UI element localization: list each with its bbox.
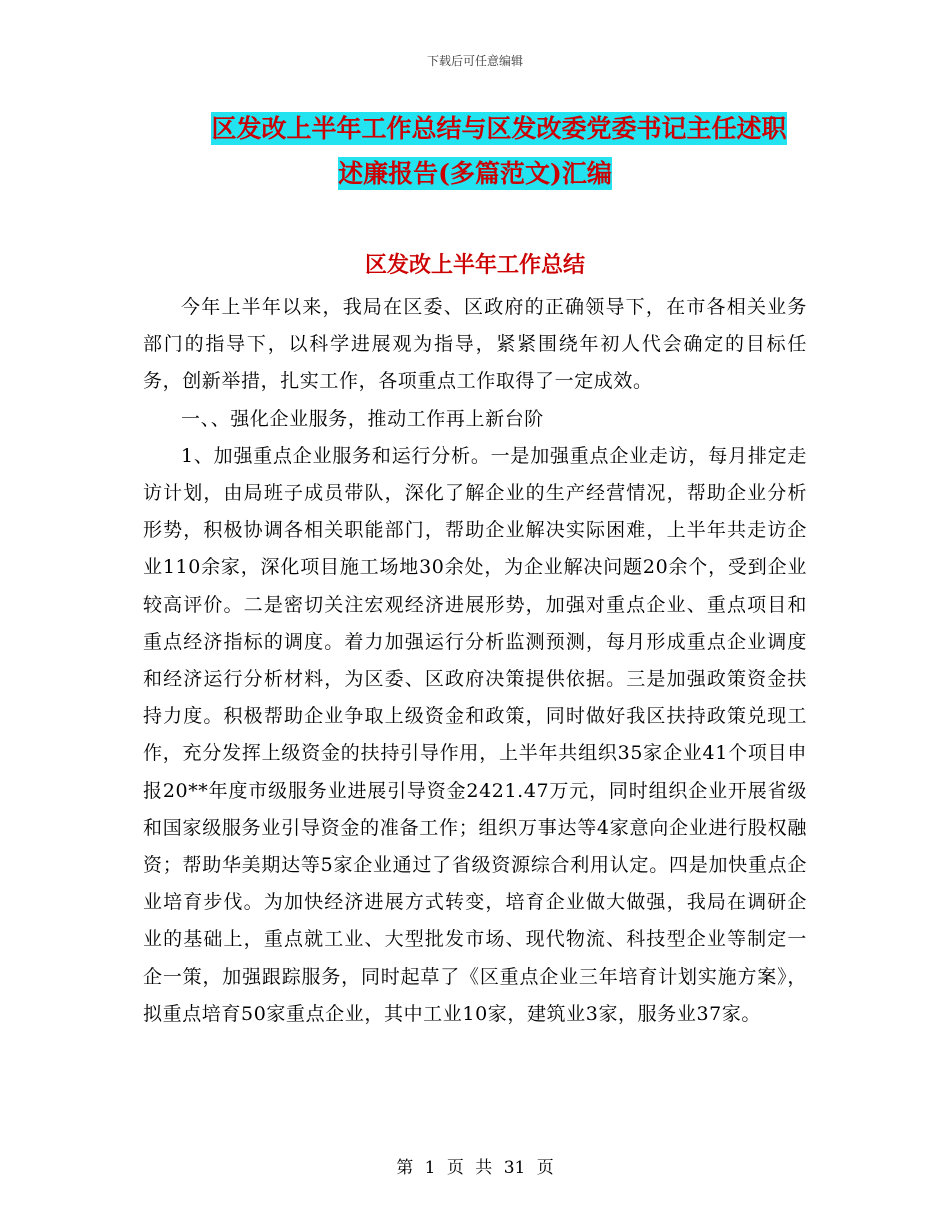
paragraph-detail: 1、加强重点企业服务和运行分析。一是加强重点企业走访，每月排定走访计划，由局班子成员带队，深化了解企业的生产经营情况，帮助企业分析形势，积极协调各相关职能部门，帮助企业解决实际困难，上半年共走访企业110余家，深化项目施工场地30余处，为企业解决问题20余个，受到企业较高评价。二是密切关注宏观经济进展形势，加强对重点企业、重点项目和重点经济指标的调度。着力加强运行分析监测预测，每月形成重点企业调度和经济运行分析材料，为区委、区政府决策提供依据。三是加强政策资金扶持力度。积极帮助企业争取上级资金和政策，同时做好我区扶持政策兑现工作，充分发挥上级资金的扶持引导作用，上半年共组织35家企业41个项目申报20**年度市级服务业进展引导资金2421.47万元，同时组织企业开展省级和国家级服务业引导资金的准备工作；组织万事达等4家意向企业进行股权融资；帮助华美期达等5家企业通过了省级资源综合利用认定。四是加快重点企业培育步伐。为加快经济进展方式转变，培育企业做大做强，我局在调研企业的基础上，重点就工业、大型批发市场、现代物流、科技型企业等制定一企一策，加强跟踪服务，同时起草了《区重点企业三年培育计划实施方案》，拟重点培育50家重点企业，其中工业10家，建筑业3家，服务业37家。 <box>143 444 807 1025</box>
document-title-line-1 <box>0 112 950 146</box>
document-title-text-2: 述廉报告(多篇范文)汇编 <box>338 159 612 188</box>
paragraph-heading: 一、、强化企业服务，推动工作再上新台阶 <box>181 407 544 430</box>
document-title-line-2 <box>0 157 950 191</box>
header-note: 下载后可任意编辑 <box>426 54 523 68</box>
page-number: 第 1 页 共 31 页 <box>396 1158 554 1178</box>
section-title: 区发改上半年工作总结 <box>364 252 585 278</box>
document-body <box>143 289 807 1033</box>
paragraph-intro: 今年上半年以来，我局在区委、区政府的正确领导下，在市各相关业务部门的指导下，以科学进展观为指导，紧紧围绕年初人代会确定的目标任务，创新举措，扎实工作，各项重点工作取得了一定成效。 <box>143 296 807 393</box>
document-title-text-1: 区发改上半年工作总结与区发改委党委书记主任述职 <box>211 114 787 143</box>
